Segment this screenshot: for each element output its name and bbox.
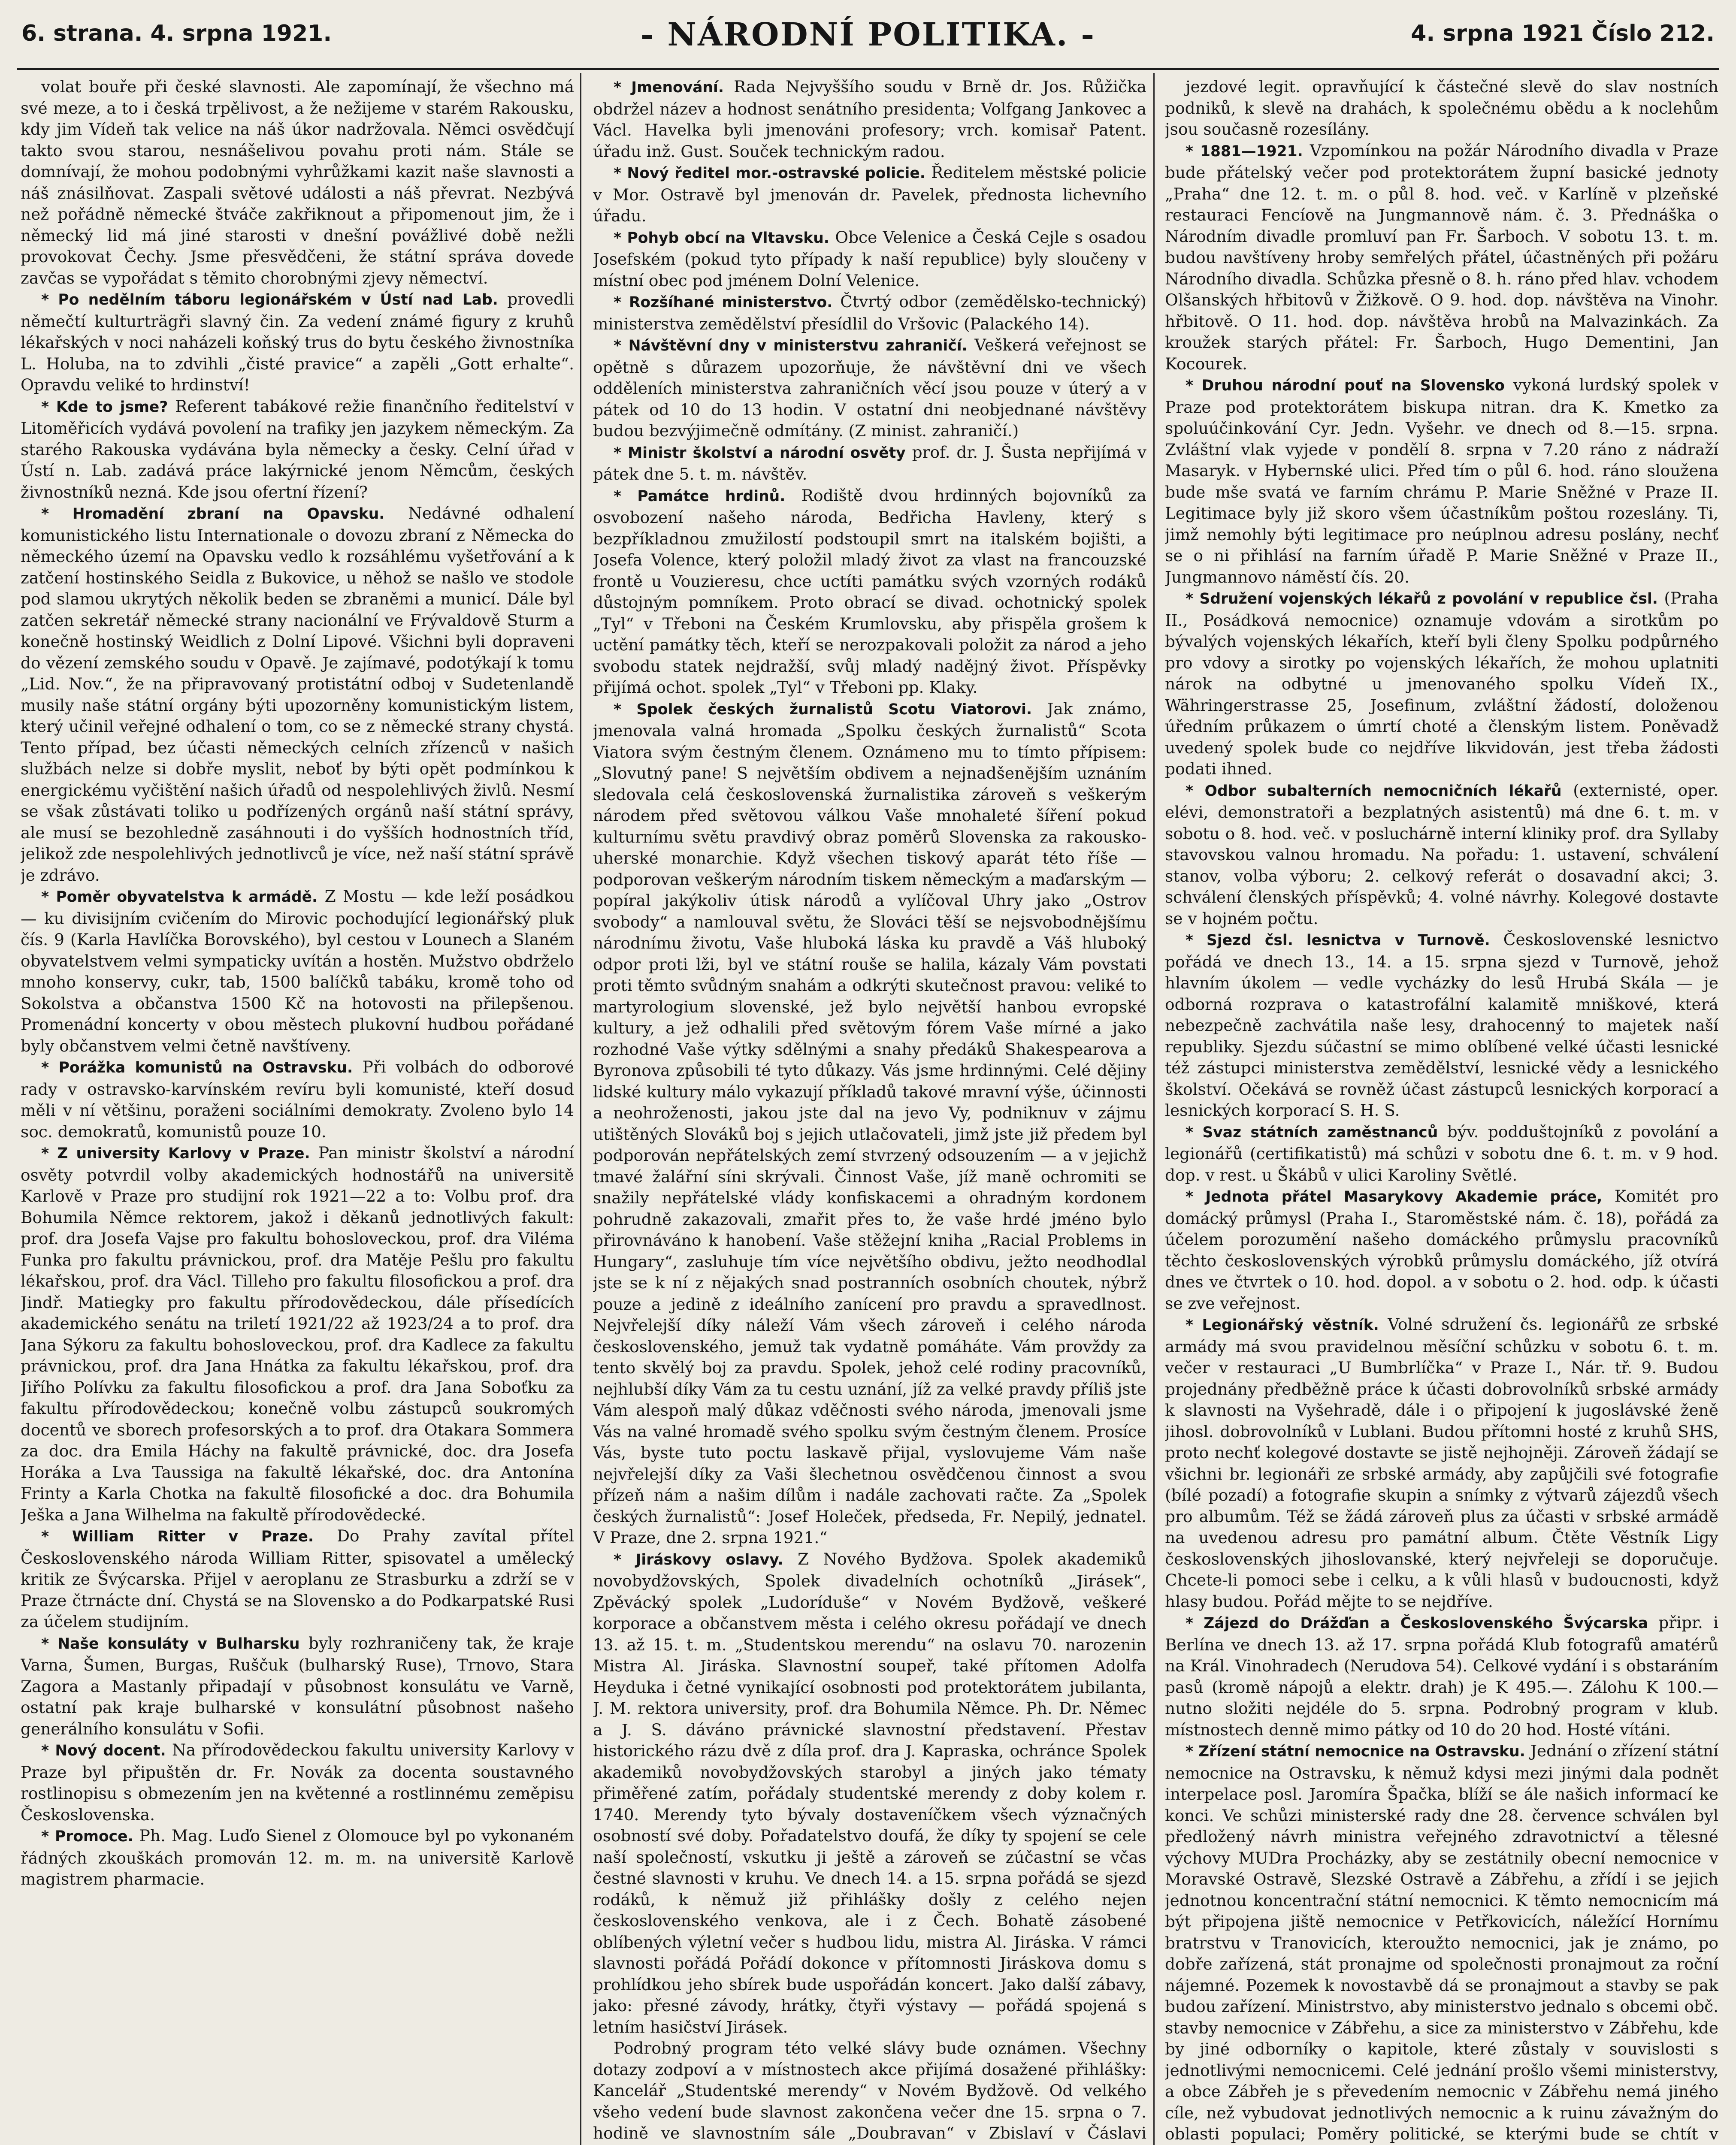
article-text: Čtvrtý odbor (zemědělsko-technický) ministerstva zemědělství přesídlil do Vršovic (Palackého 14). — [593, 292, 1146, 333]
text-column-2 — [593, 76, 1146, 2145]
article-headline: * Jednota přátel Masarykovy Akademie práce, — [1186, 1188, 1615, 1205]
article-headline: * Jmenování. — [614, 79, 734, 96]
article-paragraph — [1165, 780, 1718, 930]
article-text: jezdové legit. opravňující k částečné slevě do slav nostních podniků, k slevě na drahách, k společnému obědu a k noclehům jsou současně rozesílány. — [1165, 77, 1718, 139]
article-paragraph — [593, 2038, 1146, 2145]
article-text: Podrobný program této velké slávy bude oznámen. Všechny dotazy zodpoví a v místnostech akce přijímá dosažené přihlášky: Kancelář „Studentské merendy“ v Novém Bydžově. Od velkého všeho vedení bude slavnost zakončena večer dne 15. srpna o 7. hodině ve slavnostním sále „Doubravan“ v Zbislaví v Čáslavi — [593, 2039, 1146, 2142]
article-text: vykoná lurdský spolek v Praze pod protektorátem biskupa nitran. dra K. Kmetko za spoluúčinkování Cyr. Jedn. Vyšehr. ve dnech od 8.—15. srpna. Zvláštní vlak vyjede v pondělí 8. srpna v 7.20 ráno z nádraží Masaryk. v Hybernské ulici. Před tím o půl 6. hod. ráno sloužena bude mše svatá ve farním chrámu P. Marie Sněžné v Praze II. Legitimace byly již skoro všem účastníkům poštou rozeslány. Ti, jimž nemohly býti legitimace pro neúplnou adresu poslány, nechť se o ni přihlásí na farním úřadě P. Marie Sněžné v Praze II., Jungmannovo náměstí čís. 20. — [1165, 375, 1718, 586]
article-paragraph — [1165, 1612, 1718, 1740]
article-headline: * Kde to jsme? — [41, 398, 175, 416]
article-text: Volné sdružení čs. legionářů ze srbské armády má svou pravidelnou měsíční schůzku v sobotu 6. t. m. večer v restauraci „U Bumbrlíčka“ v Praze I., Nár. tř. 9. Budou projednány předběžně práce k účasti dobrovolníků srbské armády k slavnosti na Vyšehradě, dále i o připojení k jugoslávské ženě jihosl. dobrovolníků v Lublani. Budou přítomni hosté z kruhů SHS, proto nechť kolegové dostavte se jistě nejhojněji. Zároveň žádají se všichni br. legionáři ze srbské armády, aby zapůjčili své fotografie (bílé pozadí) a fotografie skupin a snímky z výtvarů zájezdů všech pro albumům. Též se žádá zároveň plus za účasti v srbské armádě na uvedenou adresu pro památní album. Čtěte Věstník Ligy československých jihoslovanské, který nejvřeleji se doporučuje. Chcete-li pomoci sebe i celku, a k vůli hlasů v budoucnosti, když hlasy budou. Pořád mějte to se nejdříve. — [1165, 1315, 1718, 1611]
article-headline: * Poměr obyvatelstva k armádě. — [41, 888, 325, 906]
article-text: Při volbách do odborové rady v ostravsko-karvínském revíru byli komunisté, kteří dosud měli v ní většinu, poraženi sociálními demokraty. Zvoleno bylo 14 soc. demokratů, komunistů pouze 10. — [21, 1057, 574, 1141]
article-headline: * Ministr školství a národní osvěty — [614, 444, 912, 462]
article-headline: * Rozšíhané ministerstvo. — [614, 294, 841, 311]
article-paragraph — [21, 396, 574, 503]
article-paragraph — [593, 698, 1146, 1549]
article-paragraph — [21, 1740, 574, 1825]
article-text: (externisté, oper. elévi, demonstratoři a bezplatných asistentů) má dne 6. t. m. v sobotu o 8. hod. več. v posluchárně interní kliniky prof. dra Syllaby stavovskou valnou hromadu. Na pořadu: 1. ustavení, schválení stanov, volba výboru; 2. celkový referát o dosavadní akci; 3. schválení členských příspěvků; 4. volné návrhy. Kolegové dostavte se v hojném počtu. — [1165, 780, 1718, 928]
article-headline: * William Ritter v Praze. — [41, 1528, 337, 1545]
article-paragraph — [593, 291, 1146, 335]
article-text: býv. podduštojníků z povolání a legionářů (certifikatistů) má schůzi v sobotu dne 6. t. m. v 9 hod. dop. v rest. u Škábů v ulici Karoliny Světlé. — [1165, 1122, 1718, 1184]
text-column-3 — [1165, 76, 1718, 2145]
article-headline: * Porážka komunistů na Ostravsku. — [41, 1059, 363, 1076]
article-paragraph — [21, 1142, 574, 1526]
article-headline: * Památce hrdinů. — [614, 487, 801, 505]
article-paragraph — [593, 1549, 1146, 2038]
article-headline: * Sjezd čsl. lesnictva v Turnově. — [1186, 932, 1503, 949]
article-text: Pan ministr školství a národní osvěty potvrdil volby akademických hodnostářů na universitě Karlově v Praze pro studijní rok 1921—22 a to: Volbu prof. dra Bohumila Němce rektorem, jakož i děkanů jednotlivých fakult: prof. dra Josefa Vajse pro fakultu bohosloveckou, prof. dra Viléma Funka pro fakultu právnickou, prof. dra Matěje Pešlu pro fakultu lékařskou, prof. dra Václ. Tilleho pro fakultu filosofickou a prof. dra Jindř. Matiegky pro fakultu přírodovědeckou, dále přísedících akademického senátu na triletí 1921/22 až 1923/24 a to prof. dra Jana Sýkoru za fakultu bohosloveckou, prof. dra Kadlece za fakultu právnickou, prof. dra Jana Hnátka za fakultu lékařskou, prof. dra Jiřího Polívku za fakultu filosofickou a prof. dra Jana Soboťku za fakultu přírodovědeckou; konečně volbu zástupců soukromých docentů ve sborech profesorských a to prof. dra Otakara Sommera za doc. dra Emila Háchy na fakultě právnické, doc. dra Josefa Horáka a Lva Taussiga na fakultě lékařské, doc. dra Antonína Frinty a Karla Chotka na fakultě filosofické a doc. dra Bohumila Ješka a Jana Wilhelma na fakultě přírodovědecké. — [21, 1143, 574, 1524]
article-paragraph — [21, 503, 574, 886]
article-text: Vzpomínkou na požár Národního divadla v Praze bude přátelský večer pod protektorátem župní basické jednoty „Praha“ dne 12. t. m. o půl 8. hod. več. v Karlíně v plzeňské restauraci Fencíově na Jungmannově nám. č. 3. Přednáška o Národním divadle promluví pan Fr. Šarboch. V sobotu 13. t. m. budou navštíveny hroby semřelých přátel, účastněných při požáru Národního divadla. Schůzka přesně o 8. h. ráno před hlav. vchodem Olšanských hřbitovů v Žižkově. O 9. hod. dop. návštěva na Vinohr. hřbitově. O 11. hod. dop. návštěva hrobů na Malvazinkách. Za kroužek starých přátel: Fr. Šarboch, Hugo Dementini, Jan Kocourek. — [1165, 141, 1718, 373]
article-headline: * 1881—1921. — [1186, 142, 1310, 160]
article-headline: * Odbor subalterních nemocničních lékařů — [1186, 782, 1573, 800]
article-text: Do Prahy zavítal přítel Československého národa William Ritter, spisovatel a umělecký kritik ze Švýcarska. Přijel v aeroplanu ze Strasburku a zdrží se v Praze čtrnácte dní. Chystá se na Slovensko a do Podkarpatské Rusi za účelem studijním. — [21, 1526, 574, 1631]
article-text: Nedávné odhalení komunistického listu Internationale o dovozu zbraní z Německa do německého území na Opavsku vedlo k rozsáhlému vyšetřování a k zatčení hostinského Seidla z Bukovice, u něhož se našlo ve stodole pod slamou ukrytých několik beden se zbraněmi a municí. Dále byl zatčen sekretář německé strany nacionální ve Frývaldově Sturm a konečně hostinský Weidlich z Dolní Lipové. Všichni byli dopraveni do vězení zemského soudu v Opavě. Je zajímavé, podotýkají k tomu „Lid. Nov.“, že na připravovaný protistátní odboj v Sudetenlandě musily naše státní orgány býti upozorněny komunistickým listem, který učinil veřejné odhalení o tom, co se z německé strany chystá. Tento případ, bez účasti německých celních zřízenců v našich službách nelze si dobře myslit, neboť by býti opět podmínkou k energickému vyčištění našich úřadů od nespolehlivých živlů. Nesmí se však zůstávati toliko u podřízených orgánů naší státní správy, ale musí se bezohledně zasáhnouti i do vyšších hodnostních tříd, jelikož zde nespolehlivých jednotlivců je více, než naší státní správě je zdrávo. — [21, 504, 574, 885]
article-headline: * Návštěvní dny v ministerstvu zahraničí. — [614, 337, 975, 354]
article-headline: * Druhou národní pouť na Slovensko — [1186, 377, 1513, 394]
article-paragraph — [1165, 375, 1718, 588]
article-paragraph — [21, 1633, 574, 1740]
article-text: Na přírodovědeckou fakultu university Karlovy v Praze byl připuštěn dr. Fr. Novák za docenta soustavného rostlinopisu s obmezením jen na květenné a rostlinnému zeměpisu Československa. — [21, 1740, 574, 1824]
article-paragraph — [593, 442, 1146, 485]
article-text: Ředitelem městské policie v Mor. Ostravě byl jmenován dr. Pavelek, přednosta lichevního úřadu. — [593, 163, 1146, 225]
article-headline: * Naše konsuláty v Bulharsku — [41, 1635, 308, 1653]
article-paragraph — [1165, 1186, 1718, 1314]
article-headline: * Sdružení vojenských lékařů z povolání v republice čsl. — [1186, 590, 1664, 607]
article-paragraph — [1165, 1740, 1718, 2145]
article-text: provedli němečtí kulturträgři slavný čin. Za vedení známé figury z kruhů lékařských v noci naházeli koňský trus do bytu českého živnostníka L. Holuba, na to zdvihli „čisté pravice“ a zapěli „Gott erhalte“. Opravdu veliké to hrdinství! — [21, 290, 574, 394]
article-text: Československé lesnictvo pořádá ve dnech 13., 14. a 15. srpna sjezd v Turnově, jehož hlavním úkolem — vedle vycházky do lesů Hrubá Skála — je odborná rozprava o katastrofální kalamitě mniškové, která nebezpečně zachvátila naše lesy, drahocenný to majetek naší republiky. Sjezdu súčastní se mimo oblíbené velké účasti lesnické též zástupci ministerstva zemědělství, lesnické vědy a lesnického školství. Očekává se rovněž účast zástupců lesnických korporací a lesnických korporací S. H. S. — [1165, 930, 1718, 1120]
article-paragraph — [1165, 929, 1718, 1121]
article-paragraph — [21, 1057, 574, 1142]
article-paragraph — [21, 1526, 574, 1633]
article-text: Rada Nejvyššího soudu v Brně dr. Jos. Růžička obdržel název a hodnost senátního presidenta; Volfgang Jankovec a Václ. Havelka byli jmenováni profesory; vrch. komisař Patent. úřadu inž. Gust. Souček technickým radou. — [593, 77, 1146, 161]
article-headline: * Legionářský věstník. — [1186, 1317, 1388, 1334]
article-headline: * Pohyb obcí na Vltavsku. — [614, 229, 835, 247]
article-paragraph — [21, 289, 574, 396]
article-text: (Praha II., Posádková nemocnice) oznamuje vdovám a sirotkům po bývalých vojenských lékařích, kteří byli členy Spolku podpůrného pro vdovy a sirotky po vojenských lékařích, že mohou uplatniti nárok na odbytné u jmenovaného spolku Vídeň IX., Währingerstrasse 25, Josefinum, zvláštní žádostí, doloženou úředním průkazem o úmrtí choté a členským listem. Poněvadž uvedený spolek bude co nejdříve likvidován, jest třeba žádosti podati ihned. — [1165, 589, 1718, 778]
article-text: Ph. Mag. Luďo Sienel z Olomouce byl po vykonaném řádných zkouškách promován 12. m. m. na universitě Karlově magistrem pharmacie. — [21, 1826, 574, 1888]
article-paragraph — [593, 162, 1146, 227]
article-headline: * Nový ředitel mor.-ostravské policie. — [614, 165, 932, 182]
article-headline: * Jiráskovy oslavy. — [614, 1551, 798, 1568]
article-text: Rodiště dvou hrdinných bojovníků za osvobození našeho národa, Bedřicha Havleny, který s bezpříkladnou zmužilostí podstoupil smrt na italském bojišti, a Josefa Volence, který položil mladý život za vlast na francouzské frontě u Vouzieresu, chce uctíti památku svých vzorných rodáků důstojným pomníkem. Proto obrací se divad. ochotnický spolek „Tyl“ v Třeboni na Českém Krumlovsku, aby přispěla grošem k uctění památky těch, kteří se nerozpakovali položit za národ a jeho svobodu statek nejdražší, svůj mladý nadějný život. Příspěvky přijímá ochot. spolek „Tyl“ v Třeboni pp. Klaky. — [593, 486, 1146, 697]
article-headline: * Z university Karlovy v Praze. — [41, 1145, 318, 1162]
article-headline: * Zájezd do Drážďan a Československého Švýcarska — [1186, 1615, 1659, 1632]
article-paragraph — [21, 1825, 574, 1890]
article-paragraph — [593, 335, 1146, 442]
article-text: Jednání o zřízení státní nemocnice na Ostravsku, k němuž kdysi mezi jinými dala podnět interpelace posl. Jaromíra Špačka, blíží se ále našich informací ke konci. Ve schůzi ministerské rady dne 28. července schválen byl předložený návrh ministra veřejného zdravotnictví a tělesné výchovy MUDra Procházky, aby se zestátnily obecní nemocnice v Moravské Ostravě, Slezské Ostravě a Zábřehu, a zřídí i se jejich jednotnou koncentrační státní nemocnici. K těmto nemocnicím má být připojena jiště nemocnice v Petřkovicích, náležící Hornímu bratrstvu v Tranovicích, kteroužto nemocnici, jak je známo, po dobře zařízená, stát pronajme od společnosti pronajmout za roční nájemné. Pozemek k novostavbě dá se pronajmout a stavby se pak budou zařízení. Ministrstvo, aby ministerstvo jednalo s obcemi obč. stavby nemocnice v Zábřehu, a sice za ministerstvo v Zábřehu, kde by jiné odborníky o kapitole, které zůstaly v souvislosti s jednotlivými nemocnicemi. Celé jednání prošlo všemi ministerstvy, a obce Zábřeh je s převedením nemocnic v Zábřehu nemá jiného cíle, než vybudovat jednotlivých nemocnic a k ruinu závažným do oblasti populaci; Poměry politické, se kterými bude se chtít v — [1165, 1741, 1718, 2143]
article-headline: * Nový docent. — [41, 1742, 172, 1759]
column-divider — [1153, 73, 1155, 2145]
article-headline: * Po nedělním táboru legionářském v Ústí nad Lab. — [41, 291, 508, 308]
article-paragraph — [1165, 1121, 1718, 1186]
article-text: Obce Velenice a Česká Cejle s osadou Josefském (pokud tyto případy k naší republice) byly sloučeny v místní obec pod jménem Dolní Velenice. — [593, 227, 1146, 290]
article-text: byly rozhraničeny tak, že kraje Varna, Šumen, Burgas, Ruščuk (bulharský Ruse), Trnovo, Stara Zagora a Mastanly připadají v působnost konsulátu ve Varně, ostatní pak kraje bulharské v konsulátní působnost našeho generálního konsulátu v Sofii. — [21, 1633, 574, 1738]
article-paragraph — [1165, 588, 1718, 780]
page-header — [17, 0, 1719, 70]
article-text: Referent tabákové režie finančního ředitelství v Litoměřicích vydává povolení na trafiky jen jazykem německým. Za starého Rakouska vydávána byla německy a česky. Celní úřad v Ústí n. Lab. zadává práce lakýrnické jenom Němcům, českých živnostníků nezná. Kde jsou ofertní řízení? — [21, 396, 574, 502]
issue-date-number: 4. srpna 1921 Číslo 212. — [1411, 21, 1715, 46]
column-divider — [580, 73, 581, 2145]
article-text: připr. i Berlína ve dnech 13. až 17. srpna pořádá Klub fotografů amatérů na Král. Vinohradech (Nerudova 54). Celkové vydání i s obstaráním pasů (kromě nápojů a elektr. drah) je K 495.—. Zálohu K 100.— nutno složiti nejdéle do 5. srpna. Podrobný program v klub. místnostech denně mimo pátky od 10 do 20 hod. Hosté vítáni. — [1165, 1613, 1718, 1739]
article-text: Z Mostu — kde leží posádkou — ku divisijním cvičením do Mirovic pochodující legionářský pluk čís. 9 (Karla Havlíčka Borovského), byl cestou v Lounech a Slaném obyvatelstvem velmi sympaticky uvítán a hostěn. Mužstvo obdrželo mnoho konservy, cukr, tab, 1500 balíčků tabáku, kromě toho od Sokolstva a občanstva 1500 Kč na hotovosti na přilepšenou. Promenádní koncerty v obou městech plukovní hudbou pořádané byly občanstvem velmi četně navštíveny. — [21, 887, 574, 1055]
article-paragraph — [593, 485, 1146, 698]
article-text: Jak známo, jmenovala valná hromada „Spolku českých žurnalistů“ Scota Viatora svým čestným členem. Oznámeno mu to tímto přípisem: „Slovutný pane! S největším obdivem a nejnadšenějším uznáním sledovala celá československá žurnalistika zároveň s veškerým národem před světovou válkou Vaše mnohaleté šíření pokud kulturnímu světu pravdivý obraz poměrů Slovenska za rakousko-uherské monarchie. Když všechen tiskový aparát této říše — podporovan veškerým národním tiskem německým a maďarským — popíral jakýkoliv útisk národů a vylíčoval Uhry jako „Ostrov svobody“ a namlouval světu, že Slováci těší se nejsvobodnějšímu národnímu životu, Vaše hluboká láska ku pravdě a Váš hluboký odpor proti lži, byl ve státní rouše se halila, kázaly Vám povstati proti těmto svůdným snahám a odkrýti skutečnost pravou: veliké to martyrologium slovenské, jež bylo největší hanbou evropské kultury, a jež odhalili před světovým fórem Vaše mírné a jako rozhodné Vaše výtky sdělnými a snahy předáků Shakespearova a Byronova způsobili té tyto důkazy. Vás jsme hrdinnými. Celé dějiny lidské kultury málo vykazují příkladů takové mravní výše, účinnosti a neohroženosti, jakou jste dal na jevo Vy, podniknuv v zájmu utištěných Slováků boj s jejich utlačovateli, jimž jste již předem byl podporován nepřátelských zemí stvrzený odsouzením — a v jejichž tmavé žalářní síni skrývali. Činnost Vaše, jíž maně ochromiti se snažily nepřátelské vlády konfiskacemi a ohradným kordonem pohrudně zakazovali, zmařit přes to, že vaše hrdé jméno bylo přirovnáváno k hanobení. Vaše stěžejní kniha „Racial Problems in Hungary“, zasluhuje tím více největšího obdivu, ježto neodhodlal jste se k ní z nějakých snad postranních osobních choutek, nýbrž pouze a jedině z ideálního zanícení pro pravdu a spravedlnost. Nejvřelejší díky náleží Vám všech zároveň i celého národa československého, jemuž tak vydatně pomáháte. Vám provždy za tento skvělý boj za pravdu. Spolek, jehož celé rodiny pracovníků, nejhlubší díky Vám za tu cestu uznání, jíž za velké pravdy příliš jste Vám alespoň malý důkaz vděčnosti svého národa, jmenovali jsme Vás na valné hromadě svého spolku svým čestným členem. Prosíce Vás, byste tuto poctu laskavě přijal, vyslovujeme Vám naše nejvřelejší díky za Vaši šlechetnou osvědčenou činnost a svou přízeň nám a našim dílům i nadále zachovati račte. Za „Spolek českých žurnalistů“: Josef Holeček, předseda, Fr. Nepilý, jednatel. V Praze, dne 2. srpna 1921.“ — [593, 699, 1146, 1547]
article-text: volat bouře při české slavnosti. Ale zapomínají, že všechno má své meze, a to i česká trpělivost, a že nežijeme v starém Rakousku, kdy jim Vídeň tak velice na náš úkor nadržovala. Němci osvědčují takto svou starou, nesnášelivou povahu proti nám. Stále se domnívají, že mohou podobnými vyhrůžkami kazit naše slavnosti a náš znásilňovat. Zaspali světové události a náš převrat. Nezbývá než pořádně německé štváče zakřiknout a připomenout jim, že i německý lid má jiné starosti v dnešní povážlivé době nežli provokovat Čechy. Jsme přesvědčeni, že státní správa dovede zavčas se vypořádat s těmito chorobnými zjevy němectví. — [21, 77, 574, 287]
article-headline: * Hromadění zbraní na Opavsku. — [41, 505, 408, 523]
article-paragraph — [21, 886, 574, 1057]
article-paragraph — [593, 227, 1146, 292]
article-headline: * Spolek českých žurnalistů Scotu Viatorovi. — [614, 701, 1047, 718]
article-headline: * Svaz státních zaměstnanců — [1186, 1124, 1447, 1141]
article-paragraph — [21, 76, 574, 289]
article-paragraph — [1165, 1314, 1718, 1612]
article-text: Veškerá veřejnost se opětně s důrazem upozorňuje, že návštěvní dni ve všech odděleních ministerstva zahraničních věcí jsou pouze v úterý a v pátek od 10 do 13 hodin. V ostatní dni neobjednané návštěvy budou bezvýjimečně odmítány. (Z minist. zahraničí.) — [593, 335, 1146, 440]
article-headline: * Zřízení státní nemocnice na Ostravsku. — [1186, 1743, 1530, 1760]
article-paragraph — [593, 76, 1146, 162]
article-text: Komitét pro domácký průmysl (Praha I., Staroměstské nám. č. 18), pořádá za účelem porozumění našeho domáckého průmyslu pracovníků těchto československých výrobků průmyslu domáckého, jíž otvírá dnes ve čtvrtek o 10. hod. dopol. a v sobotu o 2. hod. odp. k účasti se zve veřejnost. — [1165, 1187, 1718, 1313]
article-headline: * Promoce. — [41, 1828, 139, 1845]
masthead-title: - NÁRODNÍ POLITIKA. - — [640, 16, 1096, 53]
article-text: prof. dr. J. Šusta nepřijímá v pátek dne 5. t. m. návštěv. — [593, 442, 1146, 483]
article-text: Z Nového Bydžova. Spolek akademiků novobydžovských, Spolek divadelních ochotníků „Jirásek“, Zpěvácký spolek „Ludoríduše“ v Novém Bydžově, veškeré korporace a občanstvem města i celého okresu pořádají ve dnech 13. až 15. t. m. „Studentskou merendu“ na oslavu 70. narozenin Mistra Al. Jiráska. Slavnostní soupeř, také přítomen Adolfa Heyduka i četné vynikající osobnosti pod protektorátem jubilanta, J. M. rektora university, prof. dra Bohumila Němce. Ph. Dr. Němec a J. S. dáváno právnické slavnostní představení. Přestav historického rázu dvě z díla prof. dra J. Kapraska, ochránce Spolek akademiků novobydžovských starobyl a jiných jako tématy přiměřené zatím, pořádaly studentské merendy z doby kolem r. 1740. Merendy tyto bývaly dostaveníčkem všech význačných osobností své doby. Pořadatelstvo doufá, že díky ty spojení se cele naší společností, vskutku ji ještě a zároveň se zúčastní se včas čestné slavnosti v kruhu. Ve dnech 14. a 15. srpna pořádá se sjezd rodáků, k němuž již přihlášky došly z celého nejen československého venkova, ale i z Čech. Bohatě zásobené oblíbených výletní večer s hudbou lidu, mistra Al. Jiráska. V rámci slavnosti pořádá Pořádí dokonce v přítomnosti Jiráskova domu s prohlídkou jeho sbírek bude uspořádán koncert. Jako další zábavy, jako: přesné závody, hrátky, čtyři výstavy — pořádá spojená s letním hasičství Jirásek. — [593, 1549, 1146, 2036]
text-column-1 — [21, 76, 574, 2145]
page-number-date: 6. strana. 4. srpna 1921. — [21, 21, 332, 46]
article-paragraph — [1165, 76, 1718, 140]
article-paragraph — [1165, 140, 1718, 375]
